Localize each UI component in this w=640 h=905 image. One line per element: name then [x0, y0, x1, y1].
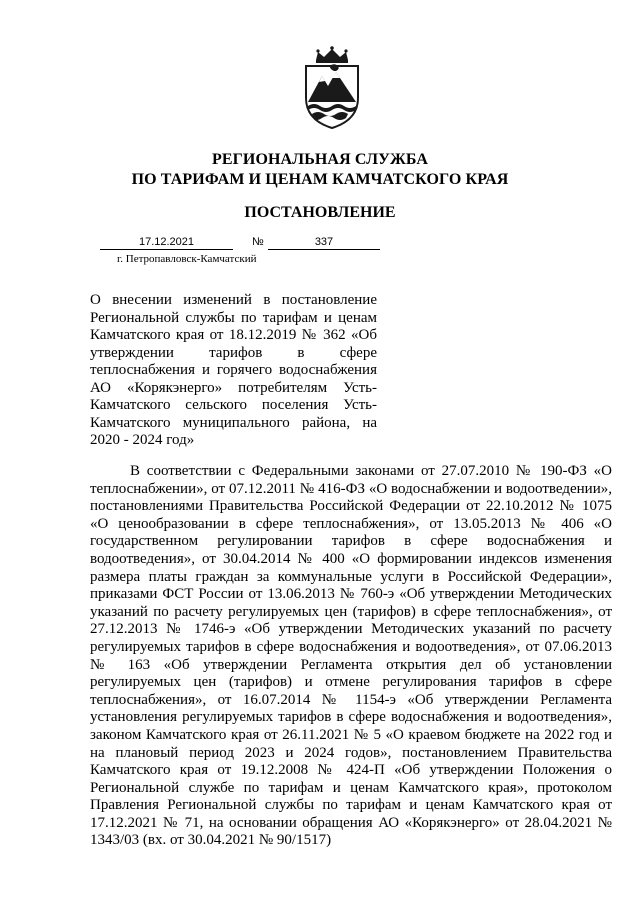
crown-icon [316, 46, 348, 63]
preamble-paragraph: В соответствии с Федеральными законами от 27.07.2010 № 190-ФЗ «О теплоснабжении», от 07.12.2011 № 416-ФЗ «О водоснабжении и водоотведении», постановлениями Правительства Российской Федерации от 22.10.2012 № 1075 «О ценообразовании в сфере теплоснабжения», от 13.05.2013 № 406 «О государственном регулировании тарифов в сфере водоснабжения и водоотведения», от 30.04.2014 № 400 «О формировании индексов изменения размера платы граждан за коммунальные услуги в Российской Федерации», приказами ФСТ России от 13.06.2013 № 760-э «Об утверждении Методических указаний по расчету регулируемых цен (тарифов) в сфере теплоснабжения», от 27.12.2013 № 1746-э «Об утверждении Методических указаний по расчету регулируемых тарифов в сфере водоснабжения и водоотведения», от 07.06.2013 № 163 «Об утверждении Регламента открытия дел об установлении регулируемых цен (тарифов) и отмене регулирования тарифов в сфере теплоснабжения», от 16.07.2014 № 1154-э «Об утверждении Регламента установления регулируемых тарифов в сфере водоснабжения и водоотведения», законом Камчатского края от 26.11.2021 № 5 «О краевом бюджете на 2022 год и на плановый период 2023 и 2024 годов», постановлением Правительства Камчатского края от 19.12.2008 № 424-П «Об утверждении Положения о Региональной службе по тарифам и ценам Камчатского края», протоколом Правления Региональной службы по тарифам и ценам Камчатского края от 17.12.2021 № 71, на основании обращения АО «Корякэнерго» от 28.04.2021 № 1343/03 (вх. от 30.04.2021 № 90/1517) [90, 463, 612, 849]
document-number: 337 [268, 236, 380, 250]
shield-icon [306, 64, 358, 128]
number-sign: № [252, 236, 264, 248]
document-subject: О внесении изменений в постановление Региональной службы по тарифам и ценам Камчатского края от 18.12.2019 № 362 «Об утверждении тарифов в сфере теплоснабжения и горячего водоснабжения АО «Корякэнерго» потребителям Усть-Камчатского сельского поселения Усть-Камчатского муниципального района, на 2020 - 2024 год» [90, 292, 377, 448]
agency-name-line-1: РЕГИОНАЛЬНАЯ СЛУЖБА [211, 151, 429, 168]
agency-name-line-2: ПО ТАРИФАМ И ЦЕНАМ КАМЧАТСКОГО КРАЯ [131, 171, 509, 188]
document-date: 17.12.2021 [100, 236, 233, 250]
issue-city: г. Петропавловск-Камчатский [117, 253, 257, 265]
document-type-title: ПОСТАНОВЛЕНИЕ [244, 204, 396, 221]
coat-of-arms-icon [298, 46, 366, 130]
